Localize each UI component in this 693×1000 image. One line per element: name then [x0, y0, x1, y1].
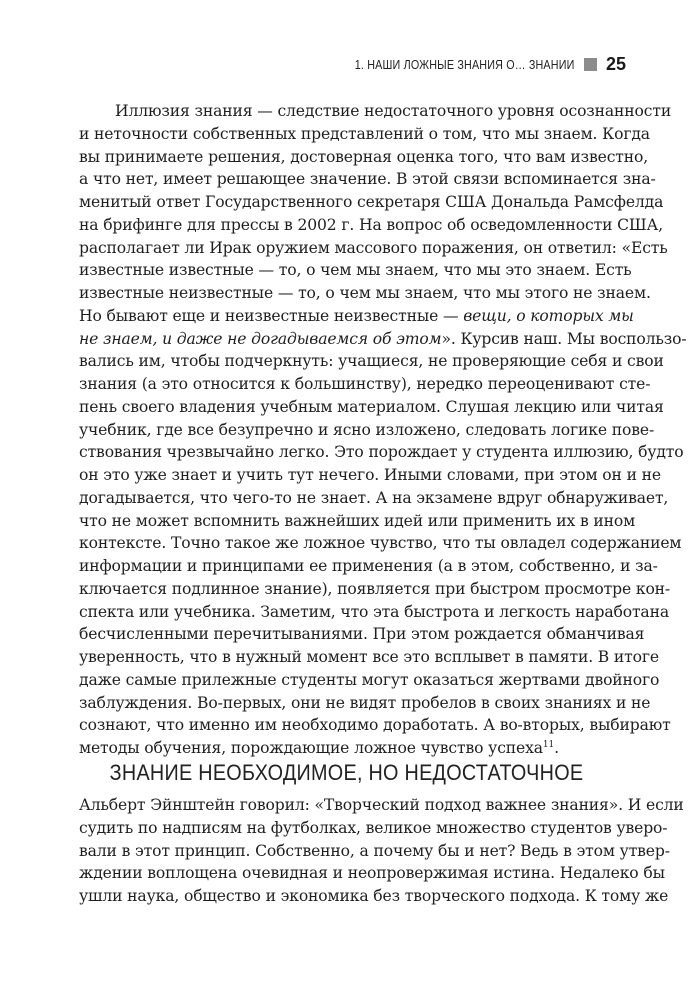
text-line: информации и принципами ее применения (а в этом, собственно, и за-	[79, 557, 658, 575]
text-line: вы принимаете решения, достоверная оценка того, что вам известно,	[79, 147, 649, 166]
text-line: он это уже знает и учить тут нечего. Иными словами, при этом он и не	[79, 466, 661, 484]
text-line: Альберт Эйнштейн говорил: «Творческий подход важнее знания». И если	[79, 796, 684, 814]
text-line: пень своего владения учебным материалом. Слушая лекцию или читая	[79, 397, 664, 416]
text-line: судить по надписям на футболках, великое множество студентов уверо-	[79, 818, 668, 837]
footnote-ref[interactable]: 11	[542, 740, 555, 750]
italic-run: не знаем, и даже не догадываемся об этом	[79, 329, 442, 348]
text-line: располагает ли Ирак оружием массового поражения, он ответил: «Есть	[79, 238, 668, 257]
text-line: учебник, где все безупречно и ясно изложено, следовать логике пове-	[79, 420, 655, 439]
text-line: уверенность, что в нужный момент все это всплывет в памяти. В итоге	[79, 648, 659, 666]
text-run: методы обучения, порождающие ложное чувство успеха	[79, 739, 543, 757]
text-line: вались им, чтобы подчеркнуть: учащиеся, не проверяющие себя и свои	[79, 352, 664, 371]
text-run: ». Курсив наш. Мы воспользо-	[441, 329, 687, 348]
text-line: заблуждения. Во-первых, они не видят пробелов в своих знаниях и не	[79, 693, 651, 712]
header-square-marker	[584, 58, 597, 71]
text-line: ждении воплощена очевидная и неопровержимая истина. Недалеко бы	[79, 864, 665, 883]
running-header	[319, 54, 626, 75]
text-line	[79, 328, 687, 351]
text-line: ушли наука, общество и экономика без творческого подхода. К тому же	[79, 887, 669, 905]
text-line: бесчисленными перечитываниями. При этом рождается обманчивая	[79, 625, 645, 644]
text-line: на брифинге для прессы в 2002 г. На вопрос об осведомленности США,	[79, 215, 664, 234]
text-line	[79, 305, 634, 328]
text-line: менитый ответ Государственного секретаря США Дональда Рамсфелда	[79, 193, 664, 211]
text-line: ключается подлинное знание), появляется при быстром просмотре кон-	[79, 579, 671, 598]
text-line: а что нет, имеет решающее значение. В этой связи вспоминается зна-	[79, 170, 656, 189]
section-heading: ЗНАНИЕ НЕОБХОДИМОЕ, НО НЕДОСТАТОЧНОЕ	[109, 760, 584, 785]
text-line: вали в этот принцип. Собственно, а почему бы и нет? Ведь в этом утвер-	[79, 841, 670, 860]
text-line: сознают, что именно им необходимо доработать. А во-вторых, выбирают	[79, 716, 671, 735]
text-line	[79, 737, 599, 760]
body-paragraph-2	[79, 794, 684, 908]
text-line: знания (а это относится к большинству), нередко переоценивают сте-	[79, 375, 651, 393]
text-line: спекта или учебника. Заметим, что эта быстрота и легкость наработана	[79, 602, 669, 621]
text-line: даже самые прилежные студенты могут оказаться жертвами двойного	[79, 670, 660, 689]
text-line: известные неизвестные — то, о чем мы знаем, что мы этого не знаем.	[79, 284, 651, 302]
text-run: .	[554, 739, 559, 757]
text-line: ствования чрезвычайно легко. Это порождает у студента иллюзию, будто	[79, 443, 684, 462]
text-line: известные известные — то, о чем мы знаем, что мы это знаем. Есть	[79, 261, 632, 280]
text-line: и неточности собственных представлений о том, что мы знаем. Когда	[79, 124, 650, 143]
italic-run: вещи, о которых мы	[463, 306, 634, 325]
text-line: контексте. Точно такое же ложное чувство, что ты овладел содержанием	[79, 534, 682, 553]
text-line: что не может вспомнить важнейших идей или применить их в ином	[79, 511, 636, 530]
body-paragraph-1	[79, 100, 687, 760]
text-line: догадывается, что чего-то не знает. А на экзамене вдруг обнаруживает,	[79, 488, 669, 507]
text-line: Иллюзия знания — следствие недостаточного уровня осознанности	[115, 102, 672, 120]
running-title: 1. НАШИ ЛОЖНЫЕ ЗНАНИЯ О… ЗНАНИИ	[355, 57, 575, 72]
page-number: 25	[605, 54, 626, 74]
text-run: Но бывают еще и неизвестные неизвестные —	[79, 306, 464, 325]
